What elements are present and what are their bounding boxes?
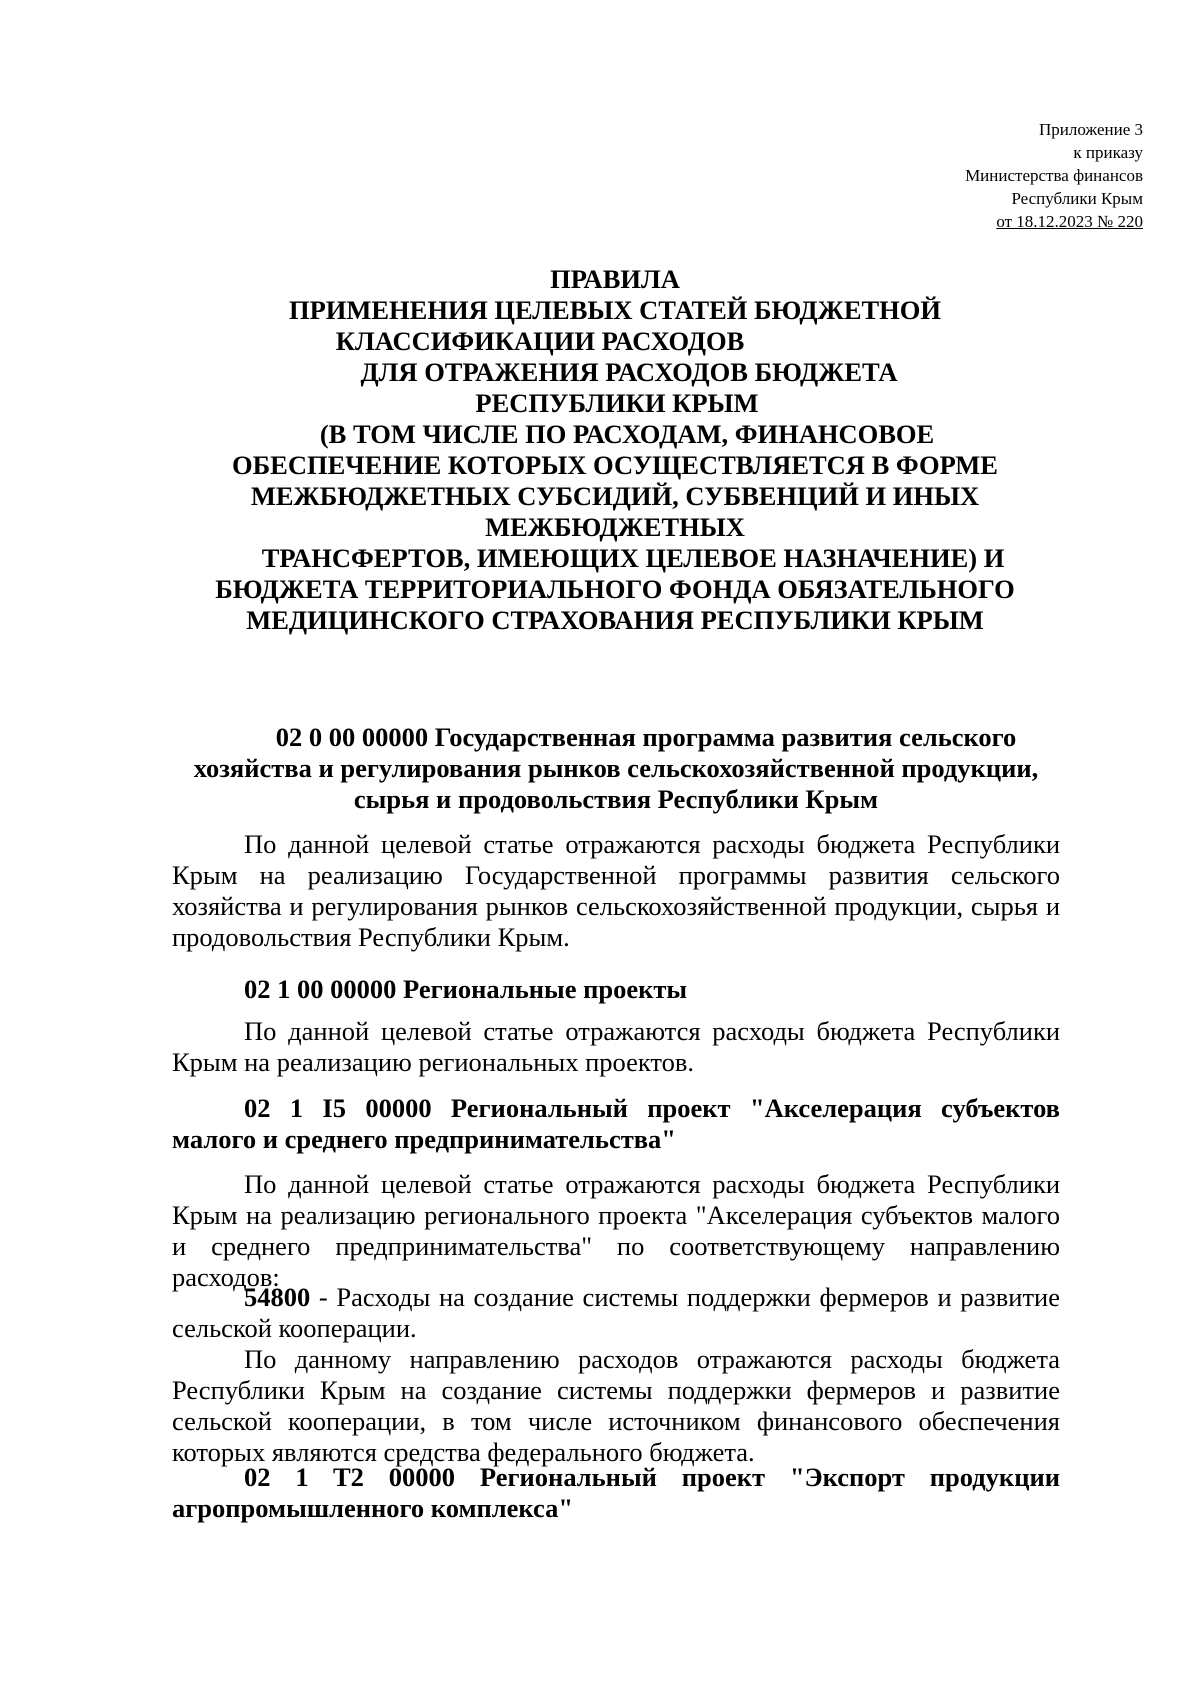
acceleration-project-heading: 02 1 I5 00000 Региональный проект "Акселерация субъектов малого и среднего предпринимательства" — [172, 1093, 1060, 1154]
title-line: РЕСПУБЛИКИ КРЫМ — [475, 388, 759, 418]
export-project-heading: 02 1 T2 00000 Региональный проект "Экспорт продукции агропромышленного комплекса" — [172, 1462, 1060, 1523]
program-heading — [172, 722, 1060, 815]
annex-order-ref: к приказу — [1073, 143, 1143, 162]
program-heading-line: хозяйства и регулирования рынков сельскохозяйственной продукции, — [193, 753, 1039, 783]
expense-direction-description: По данному направлению расходов отражаются расходы бюджета Республики Крым на создание системы поддержки фермеров и развитие сельской кооперации, в том числе источником финансового обеспечения которых являются средства федерального бюджета. — [172, 1344, 1060, 1467]
program-description: По данной целевой статье отражаются расходы бюджета Республики Крым на реализацию Государственной программы развития сельского хозяйства и регулирования рынков сельскохозяйственной продукции, сырья и продовольствия Республики Крым. — [172, 829, 1060, 952]
title-line: (В ТОМ ЧИСЛЕ ПО РАСХОДАМ, ФИНАНСОВОЕ — [319, 419, 935, 449]
title-line: ПРИМЕНЕНИЯ ЦЕЛЕВЫХ СТАТЕЙ БЮДЖЕТНОЙ — [288, 295, 942, 325]
annex-date-number: от 18.12.2023 № 220 — [996, 212, 1143, 231]
title-line: ОБЕСПЕЧЕНИЕ КОТОРЫХ ОСУЩЕСТВЛЯЕТСЯ В ФОРМЕ — [232, 450, 998, 480]
title-line: ПРАВИЛА — [550, 264, 680, 294]
title-line: БЮДЖЕТА ТЕРРИТОРИАЛЬНОГО ФОНДА ОБЯЗАТЕЛЬНОГО — [215, 574, 1015, 604]
program-heading-line: 02 0 00 00000 Государственная программа развития сельского — [275, 722, 1017, 752]
expense-direction-text: - Расходы на создание системы поддержки фермеров и развитие сельской кооперации. — [172, 1282, 1060, 1343]
title-line: МЕДИЦИНСКОГО СТРАХОВАНИЯ РЕСПУБЛИКИ КРЫМ — [246, 605, 984, 635]
expense-direction-code: 54800 — [244, 1282, 311, 1312]
annex-number: Приложение 3 — [1039, 120, 1143, 139]
acceleration-project-description: По данной целевой статье отражаются расходы бюджета Республики Крым на реализацию регионального проекта "Акселерация субъектов малого и среднего предпринимательства" по соответствующему направлению расходов: — [172, 1169, 1060, 1292]
title-line: МЕЖБЮДЖЕТНЫХ СУБСИДИЙ, СУБВЕНЦИЙ И ИНЫХ — [250, 481, 980, 511]
title-line: ТРАНСФЕРТОВ, ИМЕЮЩИХ ЦЕЛЕВОЕ НАЗНАЧЕНИЕ) И — [261, 543, 1005, 573]
annex-region: Республики Крым — [1011, 189, 1143, 208]
annex-ministry: Министерства финансов — [965, 166, 1143, 185]
title-line: КЛАССИФИКАЦИИ РАСХОДОВ — [335, 326, 745, 356]
regional-projects-heading: 02 1 00 00000 Региональные проекты — [244, 974, 688, 1004]
title-line: ДЛЯ ОТРАЖЕНИЯ РАСХОДОВ БЮДЖЕТА — [360, 357, 898, 387]
program-heading-line: сырья и продовольствия Республики Крым — [353, 784, 879, 814]
annex-block — [965, 118, 1143, 233]
regional-projects-description: По данной целевой статье отражаются расходы бюджета Республики Крым на реализацию региональных проектов. — [172, 1016, 1060, 1077]
expense-direction-54800 — [172, 1282, 1060, 1344]
document-title — [180, 264, 1050, 636]
title-line: МЕЖБЮДЖЕТНЫХ — [485, 512, 745, 542]
